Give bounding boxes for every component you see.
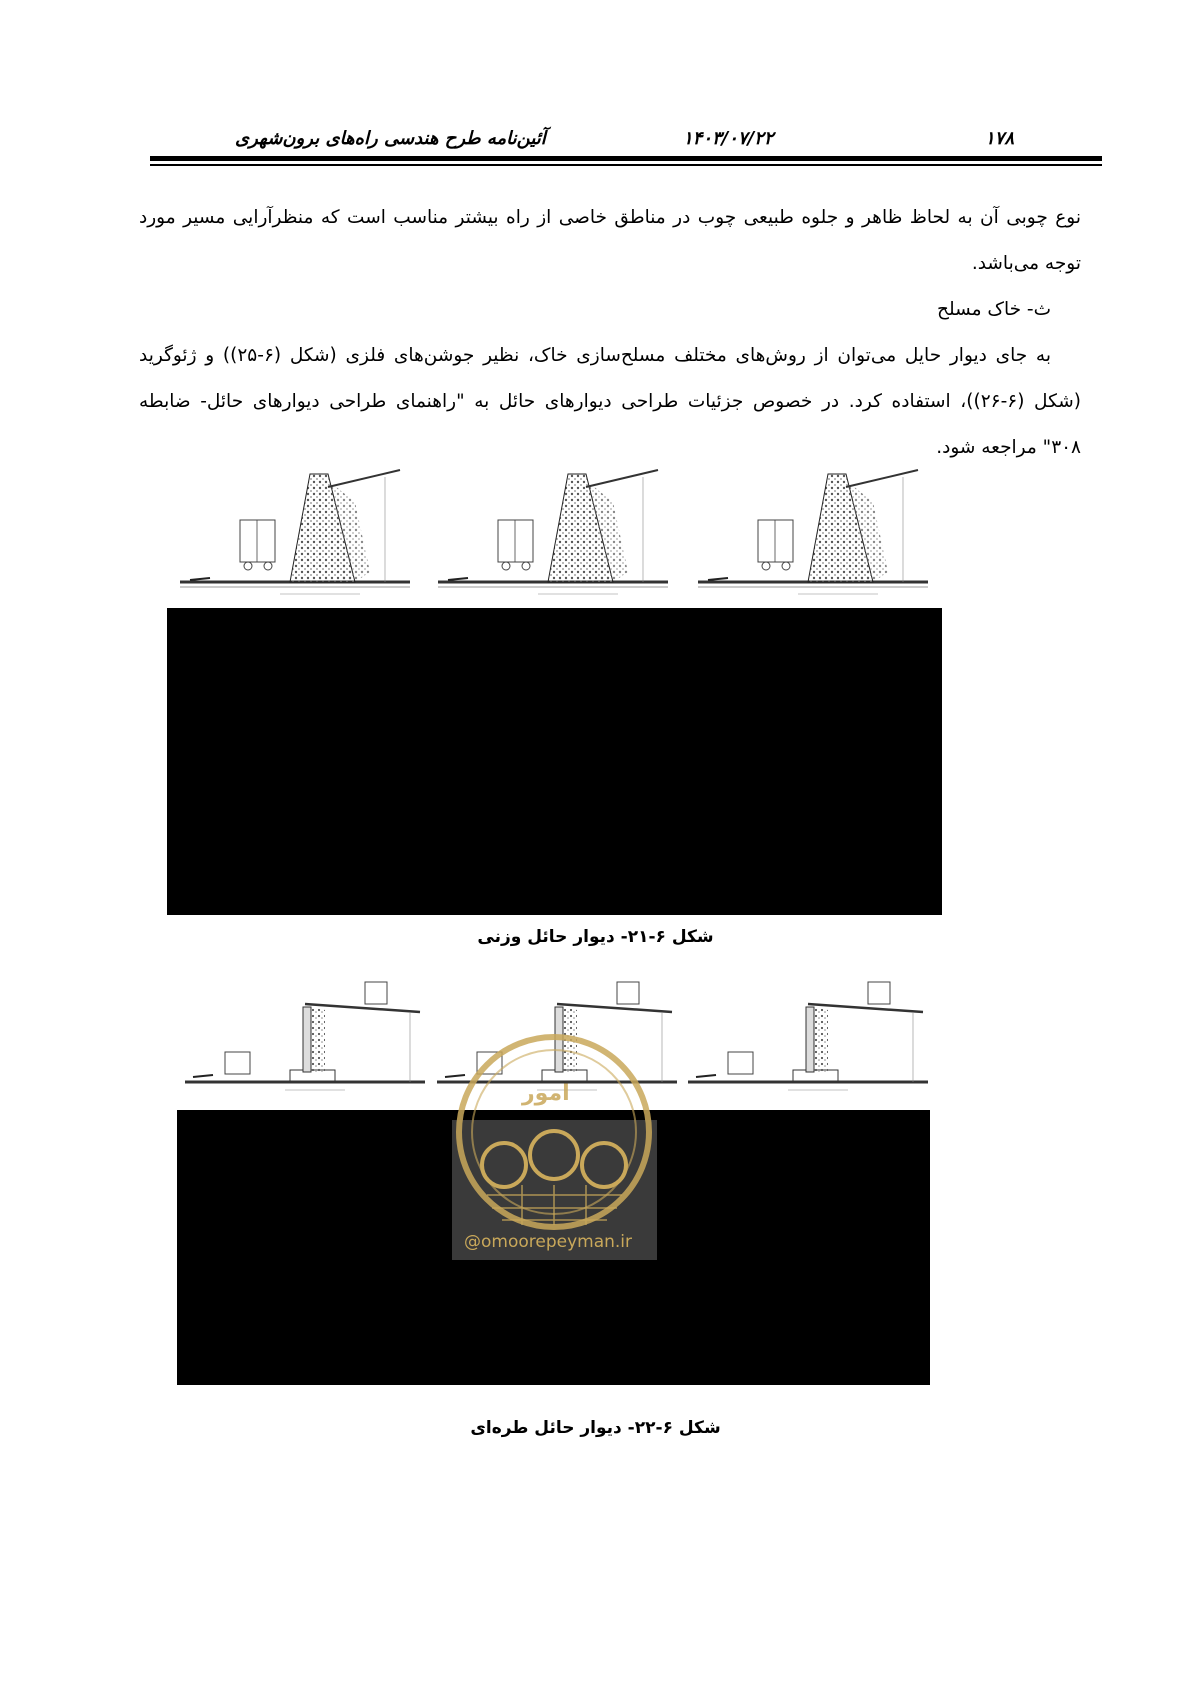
header-rule-thin <box>150 164 1102 166</box>
gravity-wall-drawings <box>180 462 940 612</box>
watermark-text: @omoorepeyman.ir <box>464 1232 633 1252</box>
header-date: ۱۴۰۳/۰۷/۲۲ <box>683 128 774 149</box>
body-line: توجه می‌باشد. <box>971 253 1081 274</box>
figure2-caption: شکل ۶-۲۲- دیوار حائل طره‌ای <box>470 1418 721 1438</box>
figure1-redacted-area <box>167 608 942 915</box>
body-text <box>139 195 1081 471</box>
header-title: آئین‌نامه طرح هندسی راه‌های برون‌شهری <box>235 128 546 149</box>
watermark-seal-icon <box>452 1020 657 1260</box>
header-rule-thick <box>150 156 1102 161</box>
page-number: ۱۷۸ <box>985 128 1015 149</box>
svg-text:امور: امور <box>522 1081 570 1106</box>
section-heading: ث- خاک مسلح <box>937 299 1051 320</box>
watermark-logo <box>452 1020 657 1260</box>
body-line: ۳۰۸" مراجعه شود. <box>936 437 1081 458</box>
body-line: (شکل (۶-۲۶))، استفاده کرد. در خصوص جزئیات طراحی دیوارهای حائل به "راهنمای طراحی دیوارهای حائل- ضابطه <box>139 391 1081 412</box>
body-line: به جای دیوار حایل می‌توان از روش‌های مختلف مسلح‌سازی خاک، نظیر جوشن‌های فلزی (شکل (۶-۲۵)) و ژئوگرید <box>139 345 1051 366</box>
body-line: نوع چوبی آن به لحاظ ظاهر و جلوه طبیعی چوب در مناطق خاصی از راه بیشتر مناسب است که منظرآرایی مسیر مورد <box>139 207 1081 228</box>
figure1-caption: شکل ۶-۲۱- دیوار حائل وزنی <box>477 927 714 947</box>
